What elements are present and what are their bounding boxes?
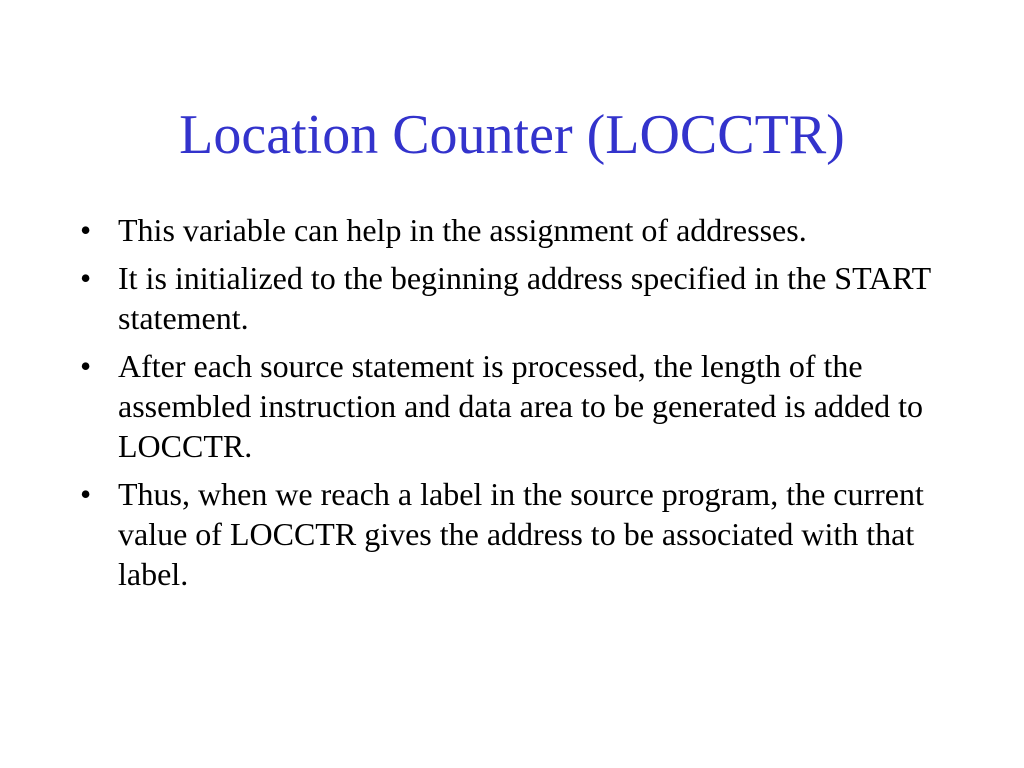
bullet-marker: • [80,212,92,248]
bullet-text: This variable can help in the assignment of addresses. [118,212,807,248]
bullet-item-2 [80,258,960,338]
bullet-marker: • [80,260,92,296]
bullet-marker: • [80,476,92,512]
slide-title: Location Counter (LOCCTR) [179,104,845,166]
bullet-item-3 [80,346,960,466]
bullet-marker: • [80,348,92,384]
bullet-text: Thus, when we reach a label in the source program, the current value of LOCCTR gives the address to be associated with that label. [118,476,924,592]
bullet-text: After each source statement is processed, the length of the assembled instruction and data area to be generated is added to LOCCTR. [118,348,924,464]
bullet-item-4 [80,474,960,594]
bullet-text: It is initialized to the beginning address specified in the START statement. [118,260,931,336]
bullet-list [80,210,960,602]
bullet-item-1 [80,210,960,250]
